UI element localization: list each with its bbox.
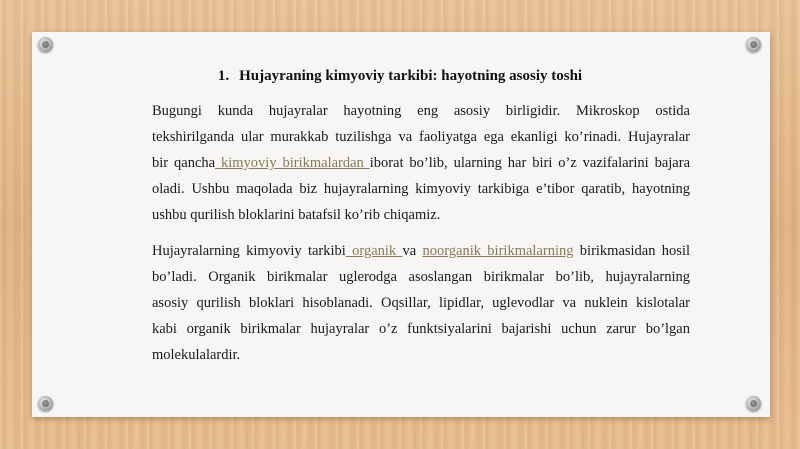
paragraph-line: kabi organik birikmalar hujayralar o’z funktsiyalarini bajarishi uchun zarur bo’lgan: [152, 321, 690, 337]
paragraph-line: Bugungi kunda hujayralar hayotning eng asosiy birligidir. Mikroskop ostida: [152, 103, 690, 119]
paragraph-line: tekshirilganda ular murakkab tuzilishga va faoliyatga ega ekanligi ko’rinadi. Hujayralar: [152, 129, 690, 145]
pushpin-icon: [746, 37, 761, 52]
text-run: bir qancha: [152, 155, 216, 171]
paragraph-line: oladi. Ushbu maqolada biz hujayralarning kimyoviy tarkibiga e’tibor qaratib, hayotning: [152, 181, 690, 197]
paragraph-line: [152, 150, 690, 176]
text-run: birikmasidan hosil: [573, 243, 691, 259]
link-organik[interactable]: organik: [345, 243, 403, 259]
paragraph-line: ushbu qurilish bloklarini batafsil ko’rib chiqamiz.: [152, 207, 441, 223]
pushpin-icon: [38, 396, 53, 411]
pushpin-icon: [38, 37, 53, 52]
paragraph-line: bo’ladi. Organik birikmalar uglerodga asoslangan birikmalar bo’lib, hujayralarning: [152, 269, 690, 285]
text-run: iborat bo’lib, ularning har biri o’z vazifalarini bajara: [369, 155, 691, 171]
paragraph-line: [152, 238, 690, 264]
text-run: va: [402, 243, 423, 259]
text-run: Hujayralarning kimyoviy tarkibi: [152, 243, 346, 259]
paragraph-intro: [152, 98, 690, 228]
paragraph-composition: [152, 238, 690, 368]
paragraph-line: molekulalardir.: [152, 347, 241, 363]
pushpin-icon: [746, 396, 761, 411]
heading-title: Hujayraning kimyoviy tarkibi: hayotning asosiy toshi: [239, 68, 583, 84]
link-kimyoviy-birikmalar[interactable]: kimyoviy birikmalardan: [215, 155, 370, 171]
paragraph-line: asosiy qurilish bloklari hisoblanadi. Oqsillar, lipidlar, uglevodlar va nuklein kislotalar: [152, 295, 690, 311]
link-noorganik-birikmalar[interactable]: noorganik birikmalarning: [422, 243, 574, 259]
heading-number: 1.: [217, 68, 230, 84]
section-heading: [0, 68, 800, 85]
